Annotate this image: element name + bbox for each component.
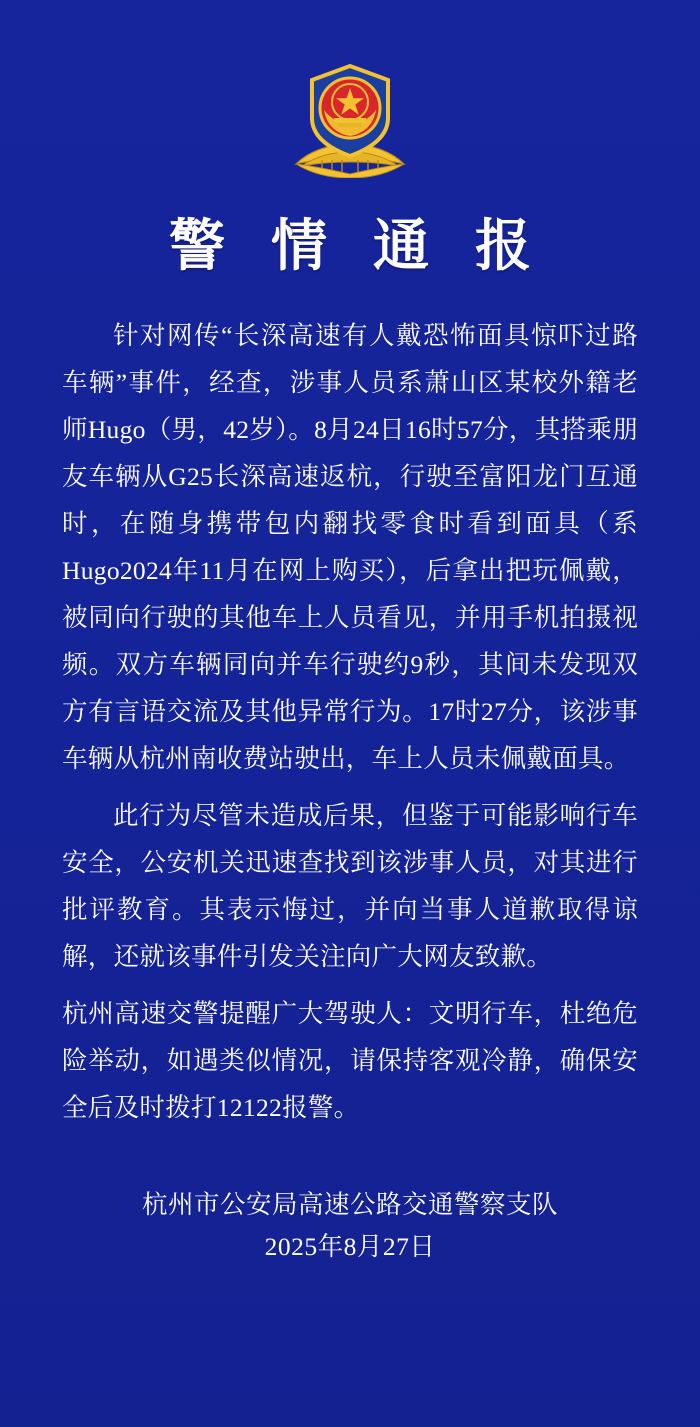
notice-paragraph-2: 此行为尽管未造成后果，但鉴于可能影响行车安全，公安机关迅速查找到该涉事人员，对其进行批评教育。其表示悔过，并向当事人道歉取得谅解，还就该事件引发关注向广大网友致歉。 <box>62 801 638 971</box>
issuing-organization: 杭州市公安局高速公路交通警察支队 <box>141 1190 558 1219</box>
china-police-badge-icon <box>288 60 412 178</box>
page-title: 警 情 通 报 <box>169 216 547 278</box>
notice-paragraph-1: 针对网传“长深高速有人戴恐怖面具惊吓过路车辆”事件，经查，涉事人员系萧山区某校外籍老师Hugo（男，42岁）。8月24日16时57分，其搭乘朋友车辆从G25长深高速返杭，行驶至富阳龙门互通时，在随身携带包内翻找零食时看到面具（系Hugo2024年11月在网上购买），后拿出把玩佩戴，被同向行驶的其他车上人员看见，并用手机拍摄视频。双方车辆同向并车行驶约9秒，其间未发现双方有言语交流及其他异常行为。17时27分，该涉事车辆从杭州南收费站驶出，车上人员未佩戴面具。 <box>62 321 638 773</box>
emblem-container <box>0 0 700 178</box>
notice-body <box>62 312 638 1131</box>
issue-date: 2025年8月27日 <box>264 1232 436 1261</box>
signature-block <box>0 1185 700 1267</box>
notice-paragraph-3: 杭州高速交警提醒广大驾驶人：文明行车，杜绝危险举动，如遇类似情况，请保持客观冷静，确保安全后及时拨打12122报警。 <box>62 999 638 1122</box>
